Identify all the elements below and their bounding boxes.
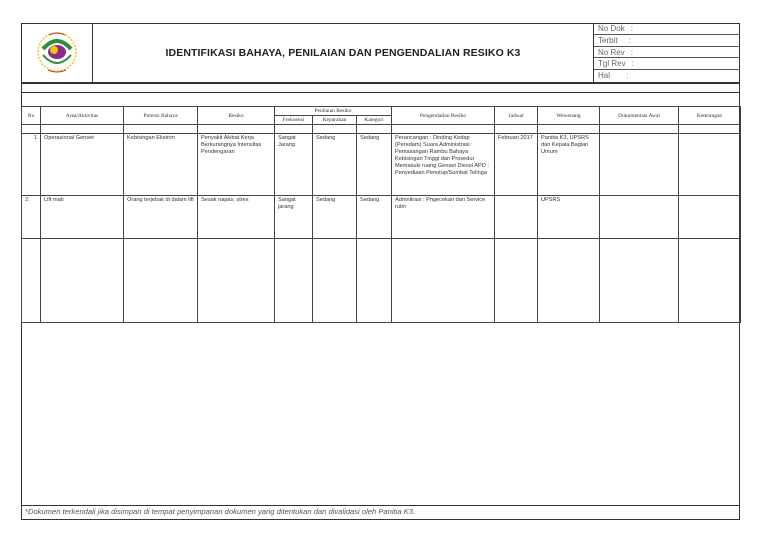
table-row-empty — [22, 239, 741, 323]
meta-terbit — [594, 35, 740, 47]
meta-no-dok — [594, 23, 740, 35]
cell-pengendalian: Admnitrasi : Pngecekan dan Service rutin — [392, 196, 495, 239]
risk-table — [21, 106, 741, 323]
header-divider — [21, 82, 740, 84]
cell-no: 1 — [22, 134, 41, 196]
col-keterangan: Keterangan — [679, 107, 741, 125]
cell-keparahan: Sedang — [313, 134, 357, 196]
col-no: No — [22, 107, 41, 125]
table-row — [22, 196, 741, 239]
cell-area: Operasional Genset — [41, 134, 124, 196]
footer-note: *Dokumen terkendali jika disimpan di tempat penyimpanan dokumen yang ditentukan dan divalidasi oleh Panitia K3. — [25, 507, 416, 516]
cell-jadwal — [495, 196, 538, 239]
cell-resiko: Sesak napas, stres — [198, 196, 275, 239]
cell-dokumentasi — [600, 196, 679, 239]
meta-label: No Dok — [598, 24, 625, 33]
meta-sep: : — [630, 47, 633, 57]
meta-sep: : — [630, 24, 633, 33]
document-title-cell — [93, 23, 594, 82]
cell-dokumentasi — [600, 134, 679, 196]
col-jadwal: Jadwal — [495, 107, 538, 125]
cell-keparahan: Sedang — [313, 196, 357, 239]
header-divider-thin — [21, 92, 740, 93]
col-potensi: Potensi Bahaya — [124, 107, 198, 125]
cell-pengendalian: Perancangan : Dinding Kedap (Peredam) Suara Administrasi : Pemasangan Rambu Bahaya Kebisingan Tinggi dan Prosedur Memasuki ruang Genset Diesel APD : Penyediaan Penutup/Sumbat Telinga — [392, 134, 495, 196]
logo-cell — [21, 23, 93, 82]
cell-area: Lift mati — [41, 196, 124, 239]
document-header — [21, 23, 740, 82]
cell-kategori: Sedang — [357, 196, 392, 239]
cell-potensi: Kebisingan Ekstrim — [124, 134, 198, 196]
col-penilaian: Penilaian Resiko — [275, 107, 392, 116]
col-frekuensi: Frekuensi — [275, 116, 313, 125]
col-dokumentasi: Dokumentasi Awal — [600, 107, 679, 125]
col-resiko: Resiko — [198, 107, 275, 125]
meta-no-rev — [594, 47, 740, 59]
col-keparahan: Keparahan — [313, 116, 357, 125]
cell-frekuensi: Sangat jarang — [275, 196, 313, 239]
cell-frekuensi: Sangat Jarang — [275, 134, 313, 196]
table-spacer-row — [22, 125, 741, 134]
col-pengendalian: Pengendalian Resiko — [392, 107, 495, 125]
k3-logo — [21, 23, 93, 82]
meta-tgl-rev — [594, 58, 740, 70]
document-title: IDENTIFIKASI BAHAYA, PENILAIAN DAN PENGENDALIAN RESIKO K3 — [165, 46, 521, 59]
meta-label: Tgl Rev — [598, 59, 626, 69]
cell-no: 2. — [22, 196, 41, 239]
table-row — [22, 134, 741, 196]
cell-jadwal: Februari 2017 — [495, 134, 538, 196]
meta-label: No Rev — [598, 47, 625, 57]
cell-keterangan — [679, 196, 741, 239]
col-wewenang: Wewenang — [538, 107, 600, 125]
meta-sep: : — [626, 71, 629, 81]
meta-sep: : — [628, 35, 631, 45]
cell-potensi: Orang terjebak di dalam lift — [124, 196, 198, 239]
meta-sep: : — [631, 59, 634, 69]
col-area: Area/Aktivitas — [41, 107, 124, 125]
cell-wewenang: Panitia K3, UPSRS dan Kepala Bagian Umum — [538, 134, 600, 196]
table-header-row — [22, 107, 741, 116]
cell-kategori: Sedang — [357, 134, 392, 196]
cell-keterangan — [679, 134, 741, 196]
cell-resiko: Penyakit Akibat Kerja Berkurangnya Intensitas Pendengaran — [198, 134, 275, 196]
meta-label: Hal — [598, 71, 611, 81]
cell-wewenang: UPSRS — [538, 196, 600, 239]
meta-hal — [594, 70, 740, 82]
footer-divider — [21, 505, 740, 506]
meta-label: Terbit — [598, 35, 618, 45]
col-kategori: Kategori — [357, 116, 392, 125]
document-meta — [594, 23, 740, 82]
